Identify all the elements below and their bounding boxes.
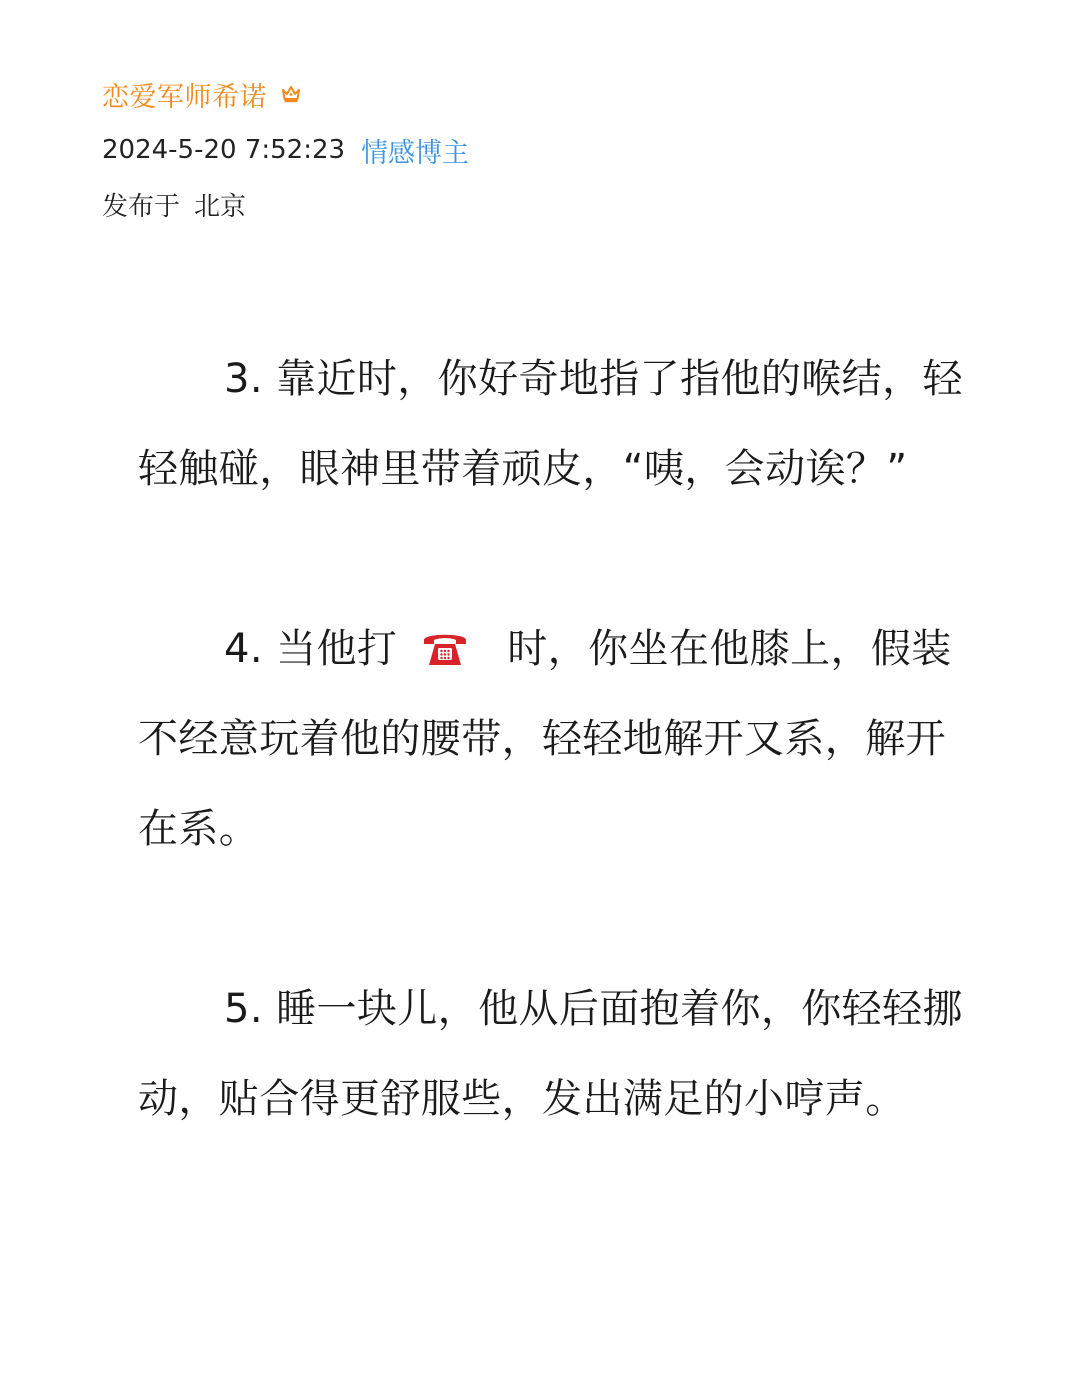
author-line <box>102 74 469 114</box>
post-header <box>102 74 469 224</box>
crown-icon <box>281 84 301 104</box>
location-label: 发布于 <box>102 191 181 222</box>
location-value: 北京 <box>194 191 247 222</box>
post-content <box>138 334 978 1144</box>
paragraph-4 <box>138 604 978 874</box>
telephone-icon <box>421 610 469 650</box>
paragraph-5: 5. 睡一块儿，他从后面抱着你，你轻轻挪动，贴合得更舒服些，发出满足的小哼声。 <box>138 986 963 1122</box>
post-timestamp: 2024-5-20 7:52:23 <box>102 135 346 165</box>
paragraph-4-text-after: 时，你坐在他膝上，假装不经意玩着他的腰带，轻轻地解开又系，解开在系。 <box>138 626 952 852</box>
user-tag[interactable]: 情感博主 <box>361 137 470 169</box>
location-line <box>102 184 469 224</box>
author-name[interactable]: 恋爱军师希诺 <box>102 81 267 113</box>
paragraph-3: 3. 靠近时，你好奇地指了指他的喉结，轻轻触碰，眼神里带着顽皮，“咦，会动诶？” <box>138 356 963 492</box>
paragraph-4-text-before: 4. 当他打 <box>224 626 398 672</box>
meta-line <box>102 130 469 170</box>
